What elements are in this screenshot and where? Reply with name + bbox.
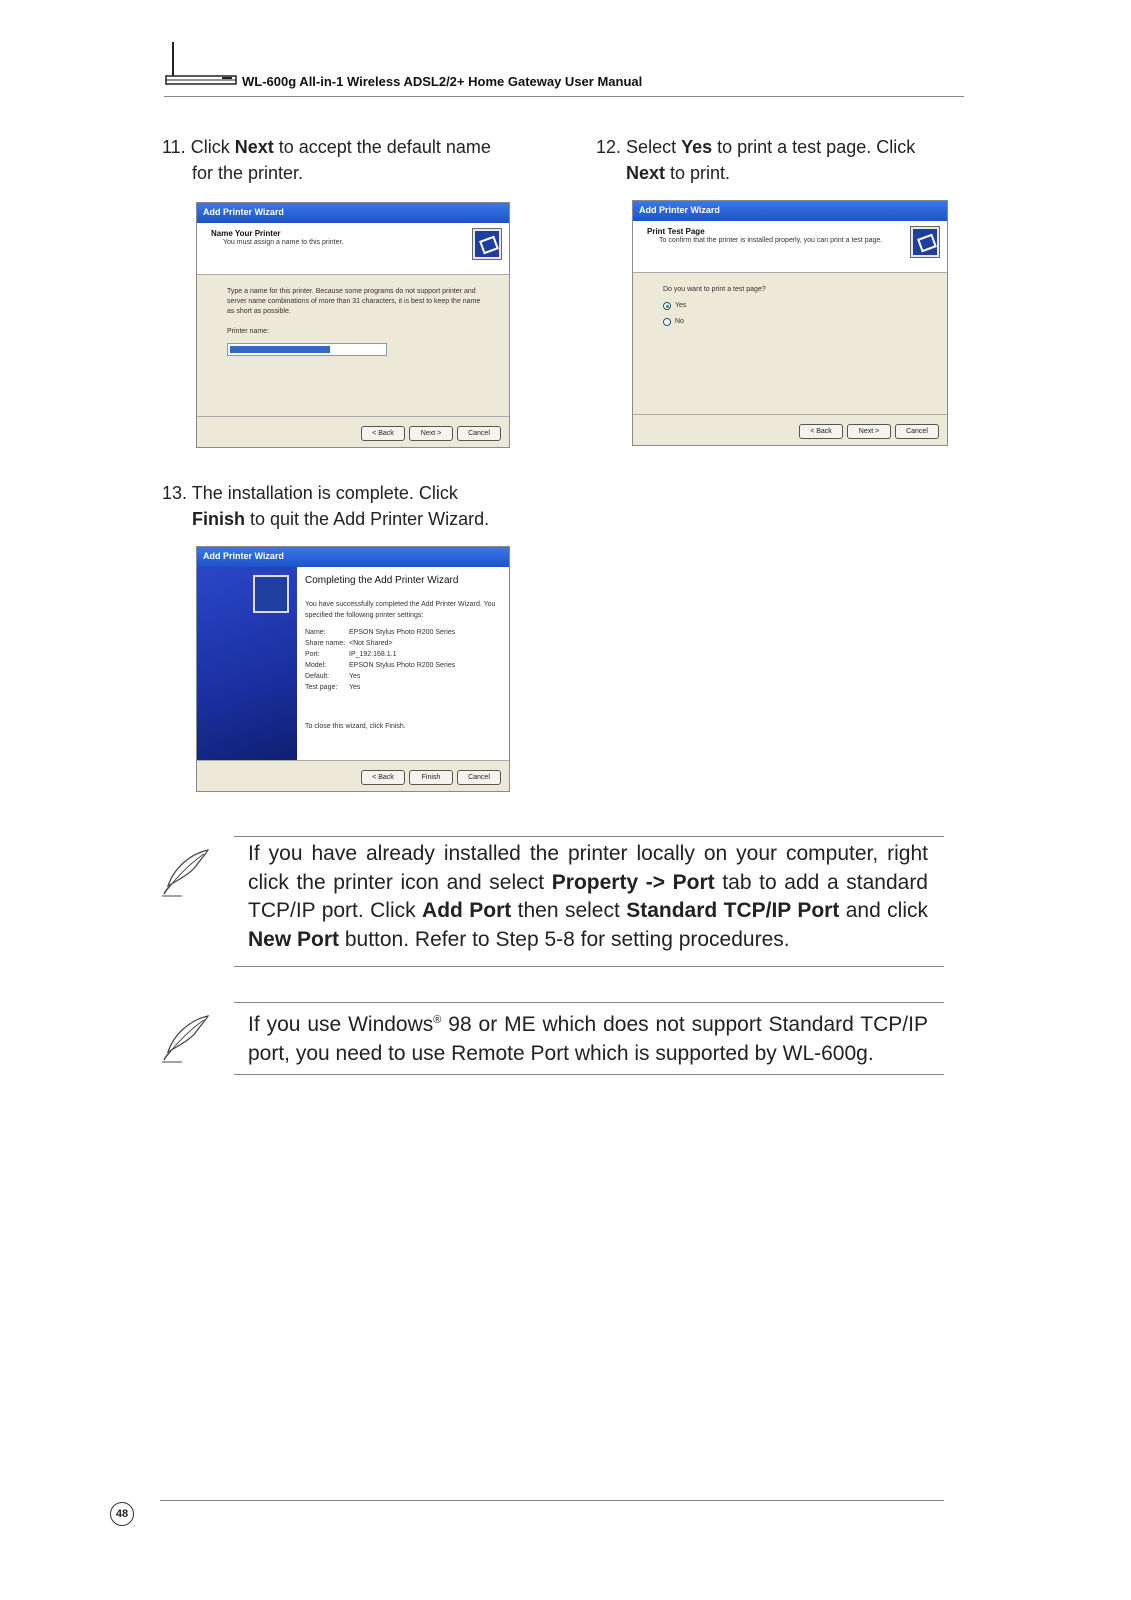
printer-wizard-icon [911, 227, 939, 257]
step-text: The installation is complete. Click [191, 483, 458, 503]
wizard-instructions: Type a name for this printer. Because some programs do not support printer and server name combinations of more than 31 characters, it is best to keep the name as short as possible. [227, 288, 481, 315]
printer-name-field[interactable] [227, 343, 387, 356]
summary-value: Yes [349, 673, 361, 680]
summary-row [305, 627, 501, 638]
note-text-part: If you use Windows [248, 1013, 434, 1036]
back-button[interactable]: < Back [799, 424, 843, 439]
step-keyword: Next [234, 137, 274, 157]
note-top-rule [234, 1002, 944, 1003]
wizard-body [663, 285, 927, 327]
screenshot-name-printer [196, 202, 510, 448]
summary-value: IP_192.168.1.1 [349, 651, 397, 658]
step-13 [162, 480, 582, 532]
radio-empty-icon [663, 318, 671, 326]
registered-mark: ® [433, 1014, 442, 1026]
step-number: 12. [596, 137, 622, 157]
button-separator [633, 414, 947, 415]
summary-key: Model: [305, 662, 327, 669]
cancel-button[interactable]: Cancel [895, 424, 939, 439]
step-keyword: Finish [192, 509, 245, 529]
radio-label: Yes [675, 302, 687, 309]
printer-name-label: Printer name: [227, 328, 270, 335]
step-number: 13. [162, 483, 188, 503]
screenshot-completing-wizard [196, 546, 510, 792]
note-text [248, 1006, 928, 1068]
summary-row [305, 638, 501, 649]
note-1 [160, 836, 944, 968]
step-text-line2 [596, 160, 976, 186]
note-keyword: Add Port [422, 899, 512, 922]
summary-key: Share name: [305, 640, 346, 647]
summary-row [305, 682, 501, 693]
window-titlebar: Add Printer Wizard [197, 203, 509, 223]
window-titlebar: Add Printer Wizard [633, 201, 947, 221]
step-text-line2: for the printer. [192, 163, 304, 183]
wizard-buttons [799, 424, 939, 439]
summary-key: Test page: [305, 684, 338, 691]
step-12 [596, 134, 976, 186]
wizard-buttons [361, 426, 501, 441]
window-titlebar: Add Printer Wizard [197, 547, 509, 567]
next-button[interactable]: Next > [409, 426, 453, 441]
summary-row [305, 649, 501, 660]
next-button[interactable]: Next > [847, 424, 891, 439]
step-text: to quit the Add Printer Wizard. [245, 509, 490, 529]
summary-key: Default: [305, 673, 330, 680]
back-button[interactable]: < Back [361, 426, 405, 441]
close-hint: To close this wizard, click Finish. [305, 723, 406, 730]
summary-intro: You have successfully completed the Add Printer Wizard. You specified the following printer settings: [305, 601, 496, 619]
summary-row [305, 660, 501, 671]
step-text: Click [190, 137, 235, 157]
note-2 [160, 1002, 944, 1078]
router-logo-icon [164, 40, 240, 90]
wizard-subheading: To confirm that the printer is installed properly, you can print a test page. [659, 237, 883, 244]
note-text-part: 98 or ME which does not support Standard TCP/IP port, you need to use Remote Port which is supported by WL-600g. [248, 1013, 928, 1065]
step-text: to print. [665, 163, 731, 183]
step-keyword: Next [626, 163, 666, 183]
screenshot-print-test-page [632, 200, 948, 446]
note-text-part: tab to add a standard TCP/IP port. Click [248, 870, 928, 922]
button-separator [197, 416, 509, 417]
note-keyword: Standard TCP/IP Port [626, 899, 840, 922]
wizard-summary [297, 567, 509, 761]
finish-button[interactable]: Finish [409, 770, 453, 785]
note-text-part: If you have already installed the printer locally on your computer, right click the printer icon and select [248, 842, 928, 894]
button-separator [197, 760, 509, 761]
note-text-part: and click [839, 899, 929, 922]
summary-key: Port: [305, 651, 320, 658]
printer-wizard-icon [253, 575, 289, 613]
note-bottom-rule [234, 1074, 944, 1075]
feather-pen-icon [160, 846, 212, 898]
back-button[interactable]: < Back [361, 770, 405, 785]
note-top-rule [234, 836, 944, 837]
wizard-heading: Name Your Printer [211, 229, 281, 238]
note-text-part: button. Refer to Step 5-8 for setting procedures. [339, 927, 790, 951]
header-divider [164, 96, 964, 97]
wizard-heading: Completing the Add Printer Wizard [305, 575, 459, 586]
step-number: 11. [162, 137, 186, 157]
footer-divider [160, 1500, 944, 1501]
feather-pen-icon [160, 1012, 212, 1064]
summary-key: Name: [305, 629, 326, 636]
wizard-subheading: You must assign a name to this printer. [223, 239, 344, 246]
summary-value: Yes [349, 684, 361, 691]
wizard-heading: Print Test Page [647, 227, 705, 236]
step-text: Select [626, 137, 682, 157]
wizard-body [227, 287, 489, 356]
wizard-header [197, 223, 509, 275]
summary-value: <Not Shared> [349, 640, 393, 647]
summary-row [305, 671, 501, 682]
step-11 [162, 134, 542, 186]
selected-text [230, 346, 330, 353]
manual-title: WL-600g All-in-1 Wireless ADSL2/2+ Home Gateway User Manual [242, 74, 643, 89]
radio-no[interactable] [663, 317, 927, 327]
radio-yes[interactable] [663, 301, 927, 311]
summary-value: EPSON Stylus Photo R200 Series [349, 629, 456, 636]
radio-label: No [675, 318, 684, 325]
note-keyword: Property -> Port [551, 870, 715, 894]
page-footer [110, 1500, 950, 1530]
step-text: to accept the default name [273, 137, 491, 157]
note-keyword: New Port [248, 927, 340, 951]
radio-selected-icon [663, 302, 671, 310]
cancel-button[interactable]: Cancel [457, 426, 501, 441]
printer-wizard-icon [473, 229, 501, 259]
page-header [164, 40, 964, 100]
test-page-question: Do you want to print a test page? [663, 286, 766, 293]
note-bottom-rule [234, 966, 944, 967]
page-number: 48 [110, 1502, 134, 1526]
cancel-button[interactable]: Cancel [457, 770, 501, 785]
step-text-line2 [162, 506, 582, 532]
summary-value: EPSON Stylus Photo R200 Series [349, 662, 456, 669]
step-text: to print a test page. Click [712, 137, 916, 157]
wizard-side-panel [197, 567, 297, 761]
wizard-buttons [361, 770, 501, 785]
step-keyword: Yes [681, 137, 713, 157]
note-text-part: then select [511, 899, 627, 922]
wizard-header [633, 221, 947, 273]
note-text [248, 840, 928, 954]
